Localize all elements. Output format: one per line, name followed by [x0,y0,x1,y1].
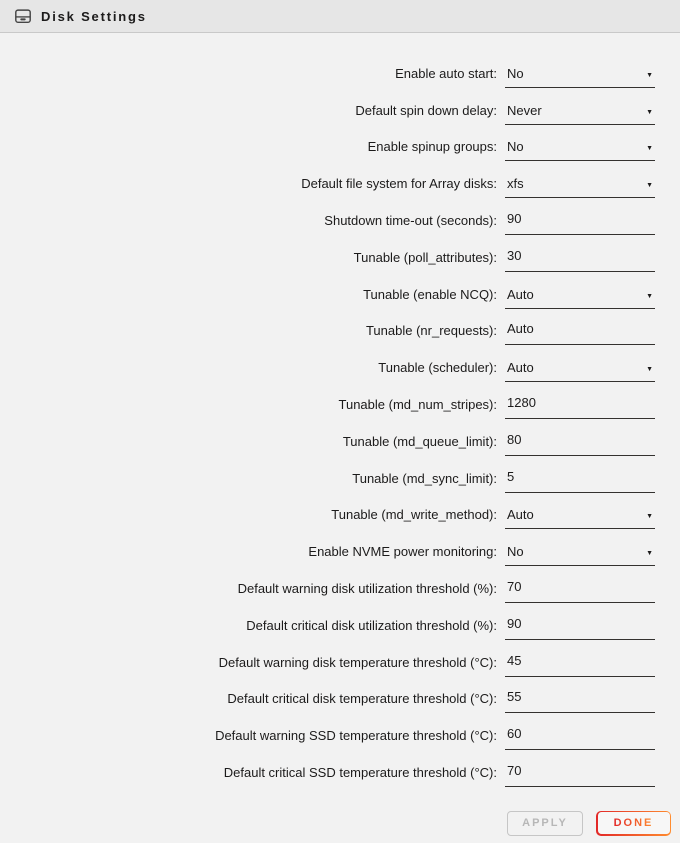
form-row [0,198,680,235]
field-label: Default file system for Array disks: [301,176,497,192]
form-row [0,750,680,787]
select-value: Auto [507,360,534,376]
field-label: Shutdown time-out (seconds): [324,212,497,228]
select-default-file-system-for-array-disks[interactable] [505,171,655,198]
chevron-down-icon: ▼ [646,145,653,153]
input-default-warning-disk-utilization-threshold[interactable] [505,576,655,603]
form-row [0,529,680,566]
select-value: Auto [507,286,534,302]
chevron-down-icon: ▼ [646,550,653,558]
chevron-down-icon: ▼ [646,513,653,521]
field-label: Default warning disk utilization threshold (%): [237,580,497,596]
form-row [0,345,680,382]
select-tunable-md-write-method[interactable] [505,502,655,529]
form-row [0,640,680,677]
form-row [0,603,680,640]
form-row [0,125,680,162]
form-row [0,309,680,346]
apply-button[interactable]: APPLY [507,811,583,836]
form-row [0,88,680,125]
field-label: Default warning disk temperature threshold (°C): [218,654,497,670]
done-button[interactable] [598,812,670,834]
input-tunable-nr-requests[interactable] [505,318,655,345]
select-tunable-scheduler[interactable] [505,355,655,382]
form-row [0,566,680,603]
input-default-critical-ssd-temperature-threshold-c[interactable] [505,760,655,787]
chevron-down-icon: ▼ [646,71,653,79]
select-value: No [507,544,524,560]
field-label: Enable spinup groups: [367,139,497,155]
field-label: Enable NVME power monitoring: [308,544,497,560]
field-label: Tunable (nr_requests): [365,323,497,339]
form-row [0,456,680,493]
field-label: Tunable (md_write_method): [331,507,497,523]
page-header [0,0,680,33]
select-tunable-enable-ncq[interactable] [505,282,655,309]
select-value: Never [507,102,542,118]
input-tunable-poll-attributes[interactable] [505,245,655,272]
input-shutdown-time-out-seconds[interactable] [505,208,655,235]
field-label: Default critical disk temperature threshold (°C): [227,691,497,707]
disk-settings-form [0,33,680,836]
field-label: Tunable (enable NCQ): [363,286,497,302]
field-label: Default spin down delay: [355,102,497,118]
field-label: Default critical SSD temperature threshold (°C): [223,764,497,780]
input-tunable-md-num-stripes[interactable] [505,392,655,419]
select-enable-auto-start[interactable] [505,61,655,88]
chevron-down-icon: ▼ [646,366,653,374]
form-row [0,493,680,530]
form-row [0,382,680,419]
page-title: Disk Settings [41,8,147,24]
form-row [0,677,680,714]
form-row [0,235,680,272]
input-default-critical-disk-temperature-threshold-c[interactable] [505,686,655,713]
field-label: Tunable (poll_attributes): [353,249,497,265]
input-default-warning-ssd-temperature-threshold-c[interactable] [505,723,655,750]
input-default-critical-disk-utilization-threshold[interactable] [505,613,655,640]
form-row [0,51,680,88]
select-value: Auto [507,507,534,523]
form-row [0,713,680,750]
chevron-down-icon: ▼ [646,292,653,300]
form-row [0,272,680,309]
field-label: Default warning SSD temperature threshold (°C): [215,728,497,744]
select-value: No [507,65,524,81]
chevron-down-icon: ▼ [646,108,653,116]
input-tunable-md-sync-limit[interactable] [505,466,655,493]
done-button-label: DONE [613,817,654,830]
input-default-warning-disk-temperature-threshold-c[interactable] [505,650,655,677]
form-row [0,419,680,456]
form-rows [0,51,680,787]
form-row [0,161,680,198]
disk-drive-icon [14,7,32,25]
select-value: No [507,139,524,155]
field-label: Tunable (md_queue_limit): [342,433,497,449]
select-default-spin-down-delay[interactable] [505,98,655,125]
field-label: Tunable (scheduler): [378,360,497,376]
form-buttons [507,811,680,836]
select-enable-spinup-groups[interactable] [505,134,655,161]
select-value: xfs [507,176,524,192]
select-enable-nvme-power-monitoring[interactable] [505,539,655,566]
done-button-border [596,811,671,836]
input-tunable-md-queue-limit[interactable] [505,429,655,456]
field-label: Enable auto start: [395,65,497,81]
field-label: Default critical disk utilization threshold (%): [246,617,497,633]
chevron-down-icon: ▼ [646,182,653,190]
field-label: Tunable (md_num_stripes): [338,396,497,412]
field-label: Tunable (md_sync_limit): [352,470,497,486]
